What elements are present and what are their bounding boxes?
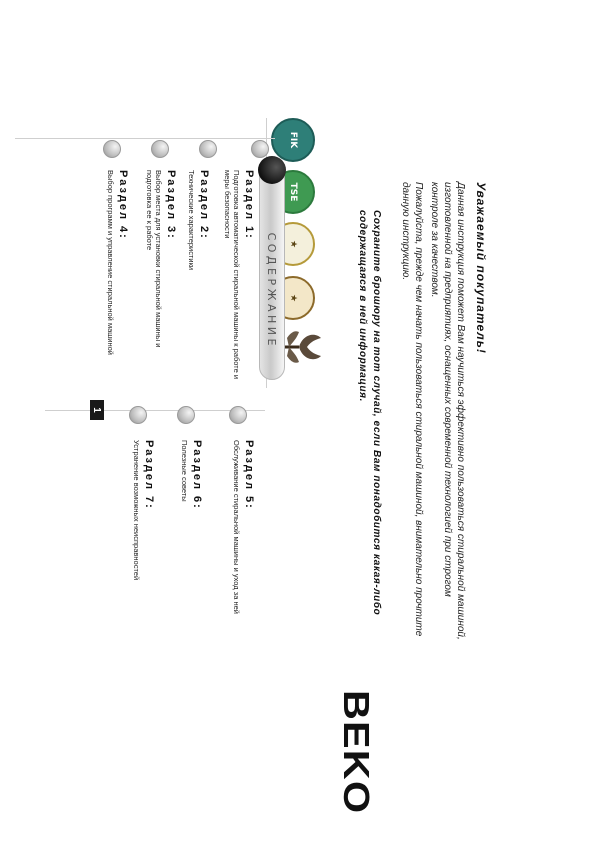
section-5-bullet-icon [229, 406, 247, 424]
section-3-bullet-icon [151, 140, 169, 158]
emblem-2-text: TSE [288, 182, 298, 202]
emblem-3-text: ★ [288, 239, 298, 249]
section-4-bullet-icon [103, 140, 121, 158]
section-2-title: Раздел 2: [198, 170, 210, 240]
section-4-title: Раздел 4: [117, 170, 129, 240]
section-7-title: Раздел 7: [143, 440, 155, 510]
page-number: 1 [90, 400, 104, 420]
contents-bar [259, 170, 285, 380]
contents-bullet-icon [258, 156, 286, 184]
section-1-desc: Подготовка автоматической стиральной машины к работе и меры безопасности [223, 170, 241, 380]
greeting-paragraph-1: Данная инструкция поможет Вам научиться эффективно пользоваться стиральной машиной, изготовленной на предприятиях, оснащенных современной технологией при строгом контроле за качеством. [429, 182, 466, 640]
emblem-4-text: ★ [288, 293, 298, 303]
emblem-1-text: FIK [288, 131, 298, 149]
section-5-title: Раздел 5: [243, 440, 255, 510]
section-2-desc: Технические характеристики [187, 170, 196, 271]
contents-title: С О Д Е Р Ж А Н И Е [265, 232, 279, 346]
section-7-bullet-icon [129, 406, 147, 424]
left-guide-line [15, 138, 275, 139]
section-1-bullet-icon [251, 140, 269, 158]
section-1-title: Раздел 1: [243, 170, 255, 240]
section-2-bullet-icon [199, 140, 217, 158]
section-6-desc: Полезные советы [180, 440, 189, 502]
section-4-desc: Выбор программ и управление стиральной машиной [106, 170, 115, 355]
section-7-desc: Устранение возможных неисправностей [132, 440, 141, 581]
greeting-title: Уважаемый покупатель! [474, 182, 488, 354]
section-3-desc: Выбор места для установки стиральной машины и подготовка ее к работе [145, 170, 163, 348]
emblem-fik-icon [271, 118, 315, 162]
section-3-title: Раздел 3: [165, 170, 177, 240]
section-5-desc: Обслуживание стиральной машины и уход за ней [232, 440, 241, 614]
brand-logo: BEKO [336, 690, 377, 815]
section-6-title: Раздел 6: [191, 440, 203, 510]
save-note: Сохраните брошюру на тот случай, если Вам понадобится какая-либо содержащаяся в ней информация. [357, 210, 382, 616]
section-6-bullet-icon [177, 406, 195, 424]
greeting-paragraph-2: Пожалуйста, прежде чем начать пользоваться стиральной машиной, внимательно прочтите данную инструкцию. [400, 182, 424, 637]
